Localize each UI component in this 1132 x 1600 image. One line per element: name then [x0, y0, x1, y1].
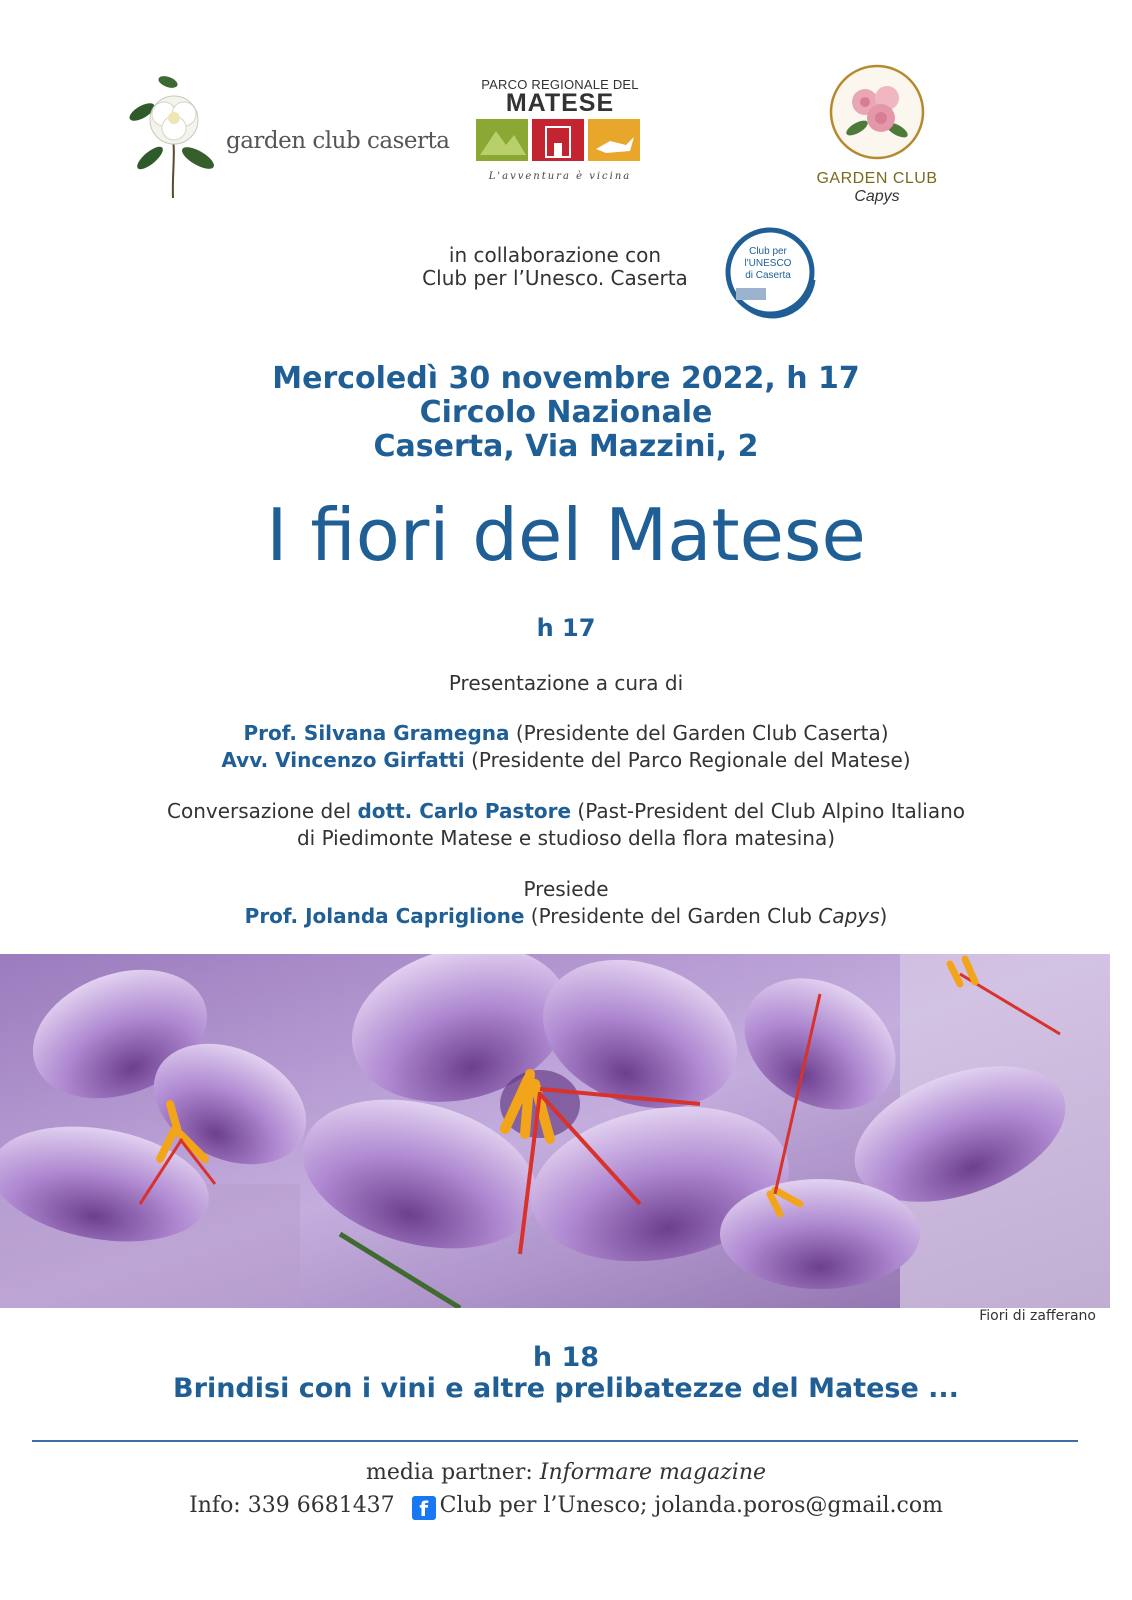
- collaboration-line-1: in collaborazione con: [448, 243, 662, 267]
- page-title: I fiori del Matese: [266, 493, 866, 577]
- collaboration-line-2: Club per l’Unesco. Caserta: [422, 266, 688, 290]
- collaboration-block: [0, 222, 1132, 322]
- unesco-logo-line-1: Club per: [749, 246, 787, 257]
- speaker-1: [0, 720, 1132, 747]
- garden-club-caserta-wordmark: garden club caserta: [226, 128, 450, 154]
- capys-logo-sub: Capys: [854, 188, 900, 205]
- speaker-1-role: (Presidente del Garden Club Caserta): [509, 721, 889, 745]
- info-line: [0, 1489, 1132, 1522]
- toast-text: Brindisi con i vini e altre prelibatezze del Matese ...: [173, 1373, 959, 1404]
- conversation-block: [0, 798, 1132, 852]
- contacts-text: Club per l’Unesco; jolanda.poros@gmail.com: [439, 1493, 943, 1518]
- program-time-17: h 17: [536, 614, 596, 642]
- capys-logo-name: GARDEN CLUB: [816, 170, 938, 187]
- speakers-list: [0, 720, 1132, 774]
- conversation-role-1: (Past-President del Club Alpino Italiano: [571, 799, 965, 823]
- logo-bar: [0, 60, 1132, 210]
- unesco-club-logo: [724, 226, 820, 322]
- footer: [0, 1456, 1132, 1522]
- chair-role-a: (Presidente del Garden Club: [524, 904, 819, 928]
- closing-block: [0, 1342, 1132, 1404]
- info-phone: Info: 339 6681437: [189, 1493, 402, 1518]
- footer-divider: [32, 1440, 1078, 1442]
- presiede-label: Presiede: [523, 877, 609, 901]
- speaker-2: [0, 747, 1132, 774]
- matese-logo-top: PARCO REGIONALE DEL: [481, 77, 639, 92]
- media-partner-line: [0, 1456, 1132, 1489]
- matese-panels-icon: [470, 115, 650, 165]
- garden-club-capys-logo: [812, 62, 942, 205]
- chair-name: Prof. Jolanda Capriglione: [244, 904, 525, 928]
- facebook-icon: f: [412, 1496, 436, 1520]
- unesco-logo-line-2: l'UNESCO: [744, 258, 792, 269]
- chair-line: [0, 903, 1132, 930]
- saffron-flowers-photo: [0, 954, 1110, 1308]
- event-address: Caserta, Via Mazzini, 2: [373, 429, 759, 464]
- chair-block: [0, 876, 1132, 930]
- presentation-intro: Presentazione a cura di: [448, 671, 684, 695]
- media-partner-name: Informare magazine: [539, 1460, 767, 1485]
- rose-medallion-icon: [827, 62, 927, 162]
- speaker-1-name: Prof. Silvana Gramegna: [243, 721, 510, 745]
- unesco-logo-line-3: di Caserta: [745, 270, 791, 281]
- conversation-prefix: Conversazione del: [167, 799, 358, 823]
- matese-logo-tagline: L'avventura è vicina: [488, 171, 632, 182]
- matese-logo-name: MATESE: [505, 89, 615, 117]
- unesco-ring-icon: [724, 226, 820, 322]
- collaboration-text: [390, 244, 720, 290]
- conversation-line-1: [0, 798, 1132, 825]
- event-details: [0, 362, 1132, 464]
- speaker-2-role: (Presidente del Parco Regionale del Matese): [464, 748, 911, 772]
- conversation-role-2: di Piedimonte Matese e studioso della flora matesina): [296, 826, 836, 850]
- photo-caption: Fiori di zafferano: [979, 1308, 1096, 1324]
- speaker-2-name: Avv. Vincenzo Girfatti: [221, 748, 465, 772]
- event-venue: Circolo Nazionale: [419, 395, 713, 430]
- garden-club-caserta-logo: [128, 72, 450, 202]
- event-date-time: Mercoledì 30 novembre 2022, h 17: [272, 361, 860, 396]
- chair-role-italic: Capys: [818, 904, 880, 928]
- media-partner-label: media partner:: [365, 1460, 540, 1485]
- camellia-flower-icon: [128, 72, 218, 200]
- program-time-18: h 18: [532, 1342, 600, 1373]
- saffron-crocus-image: [0, 954, 1110, 1308]
- conversation-speaker: dott. Carlo Pastore: [357, 799, 572, 823]
- parco-matese-logo: [470, 78, 650, 188]
- chair-role-b: ): [879, 904, 888, 928]
